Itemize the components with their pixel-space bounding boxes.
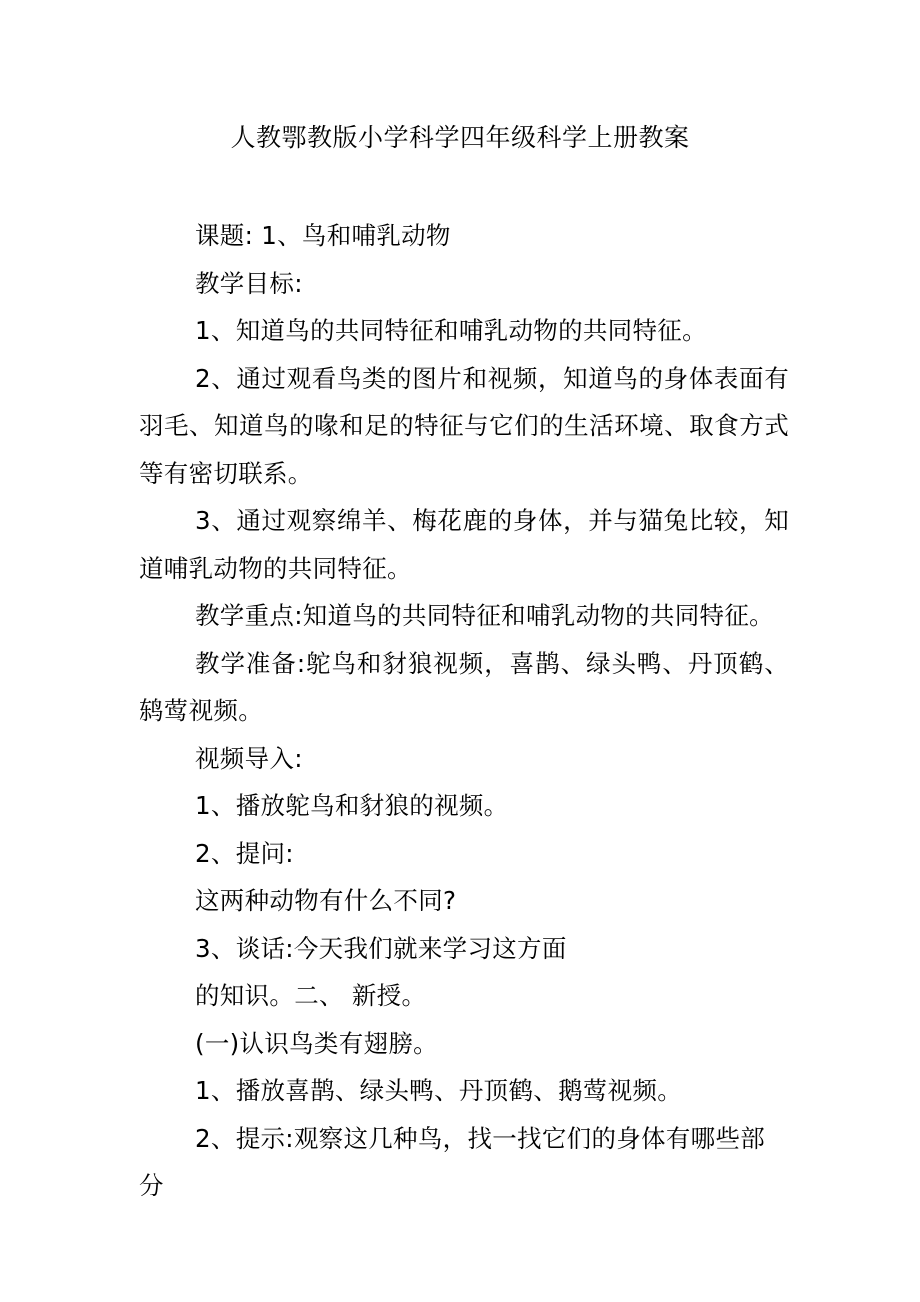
objectives-heading: 教学目标: bbox=[195, 268, 303, 298]
intro-step-1: 1、播放鸵鸟和豺狼的视频。 bbox=[195, 791, 509, 820]
intro-heading: 视频导入: bbox=[195, 743, 303, 773]
document-title: 人教鄂教版小学科学四年级科学上册教案 bbox=[230, 123, 690, 152]
objective-3: 3、通过观察绵羊、梅花鹿的身体，并与猫兔比较，知道哺乳动物的共同特征。 bbox=[139, 506, 789, 583]
objective-2: 2、通过观看鸟类的图片和视频，知道鸟的身体表面有羽毛、知道鸟的喙和足的特征与它们的生活环境、取食方式等有密切联系。 bbox=[139, 363, 789, 488]
key-points: 教学重点:知道鸟的共同特征和哺乳动物的共同特征。 bbox=[195, 601, 774, 630]
lesson-topic: 课题: 1、鸟和哺乳动物 bbox=[195, 221, 451, 250]
section-1-heading: (一)认识鸟类有翅膀。 bbox=[195, 1028, 438, 1058]
objective-1: 1、知道鸟的共同特征和哺乳动物的共同特征。 bbox=[195, 316, 707, 345]
section-1-step-2: 2、提示:观察这几种鸟，找一找它们的身体有哪些部分 bbox=[139, 1123, 766, 1200]
section-1-step-1: 1、播放喜鹊、绿头鸭、丹顶鹤、鹅莺视频。 bbox=[195, 1076, 683, 1105]
preparation: 教学准备:鸵鸟和豺狼视频，喜鹊、绿头鸭、丹顶鹤、鸫莺视频。 bbox=[139, 648, 789, 725]
intro-question: 这两种动物有什么不同? bbox=[195, 886, 457, 915]
new-lesson-heading: 的知识。二、 新授。 bbox=[195, 981, 427, 1010]
intro-step-2: 2、提问: bbox=[195, 838, 294, 868]
intro-step-3: 3、谈话:今天我们就来学习这方面 bbox=[195, 933, 567, 963]
document-body bbox=[139, 212, 789, 1210]
